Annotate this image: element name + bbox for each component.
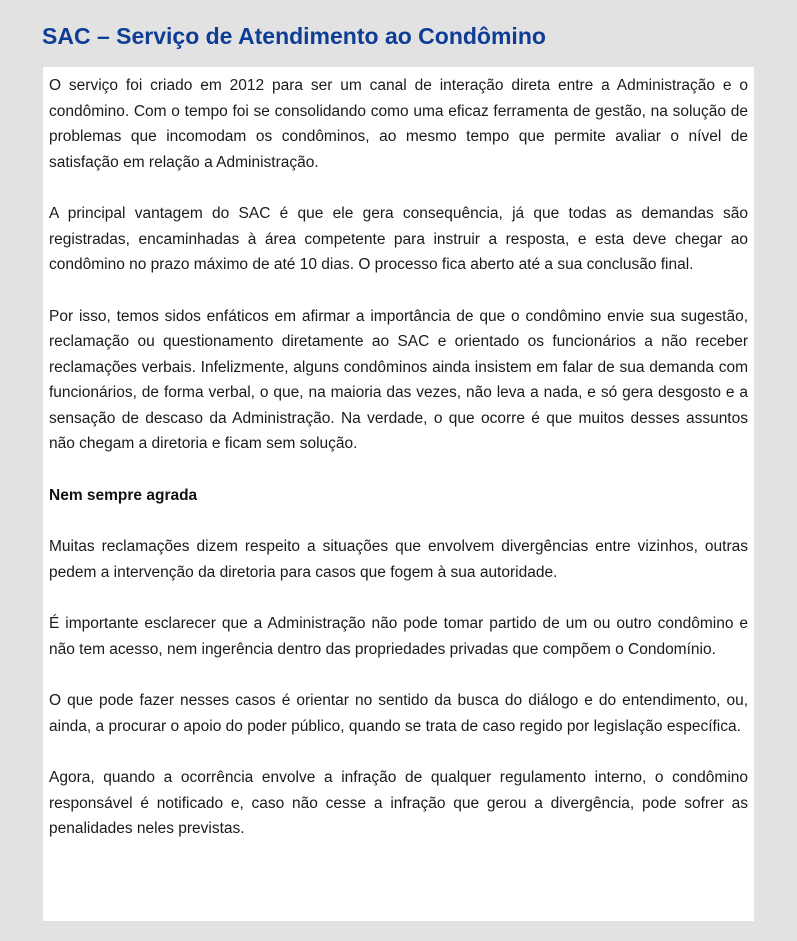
- paragraph-penalties: Agora, quando a ocorrência envolve a infração de qualquer regulamento interno, o condômino responsável é notificado e, caso não cesse a infração que gerou a divergência, pode sofrer as penalidades neles previstas.: [49, 769, 748, 837]
- paragraph-guidance: O que pode fazer nesses casos é orientar no sentido da busca do diálogo e do entendimento, ou, ainda, a procurar o apoio do poder público, quando se trata de caso regido por legislação específica.: [49, 692, 748, 735]
- paragraph-intro: O serviço foi criado em 2012 para ser um canal de interação direta entre a Administração e o condômino. Com o tempo foi se consolidando como uma eficaz ferramenta de gestão, na solução de problemas que incomodam os condôminos, ao mesmo tempo que permite avaliar o nível de satisfação em relação a Administração.: [49, 77, 748, 171]
- page-title: SAC – Serviço de Atendimento ao Condômino: [42, 23, 546, 49]
- section-heading: Nem sempre agrada: [49, 486, 198, 504]
- paragraph-emphasis: Por isso, temos sidos enfáticos em afirmar a importância de que o condômino envie sua sugestão, reclamação ou questionamento diretamente ao SAC e orientado os funcionários a não receber reclamações verbais. Infelizmente, alguns condôminos ainda insistem em falar de sua demanda com funcionários, de forma verbal, o que, na maioria das vezes, não leva a nada, e só gera desgosto e a sensação de descaso da Administração. Na verdade, o que ocorre é que muitos desses assuntos não chegam a diretoria e ficam sem solução.: [49, 307, 748, 452]
- paragraph-clarification: É importante esclarecer que a Administração não pode tomar partido de um ou outro condômino e não tem acesso, nem ingerência dentro das propriedades privadas que compõem o Condomínio.: [49, 615, 748, 658]
- paragraph-complaints: Muitas reclamações dizem respeito a situações que envolvem divergências entre vizinhos, outras pedem a intervenção da diretoria para casos que fogem à sua autoridade.: [49, 538, 748, 581]
- content-box: [43, 67, 754, 921]
- paragraph-advantage: A principal vantagem do SAC é que ele gera consequência, já que todas as demandas são registradas, encaminhadas à área competente para instruir a resposta, e esta deve chegar ao condômino no prazo máximo de até 10 dias. O processo fica aberto até a sua conclusão final.: [49, 205, 748, 273]
